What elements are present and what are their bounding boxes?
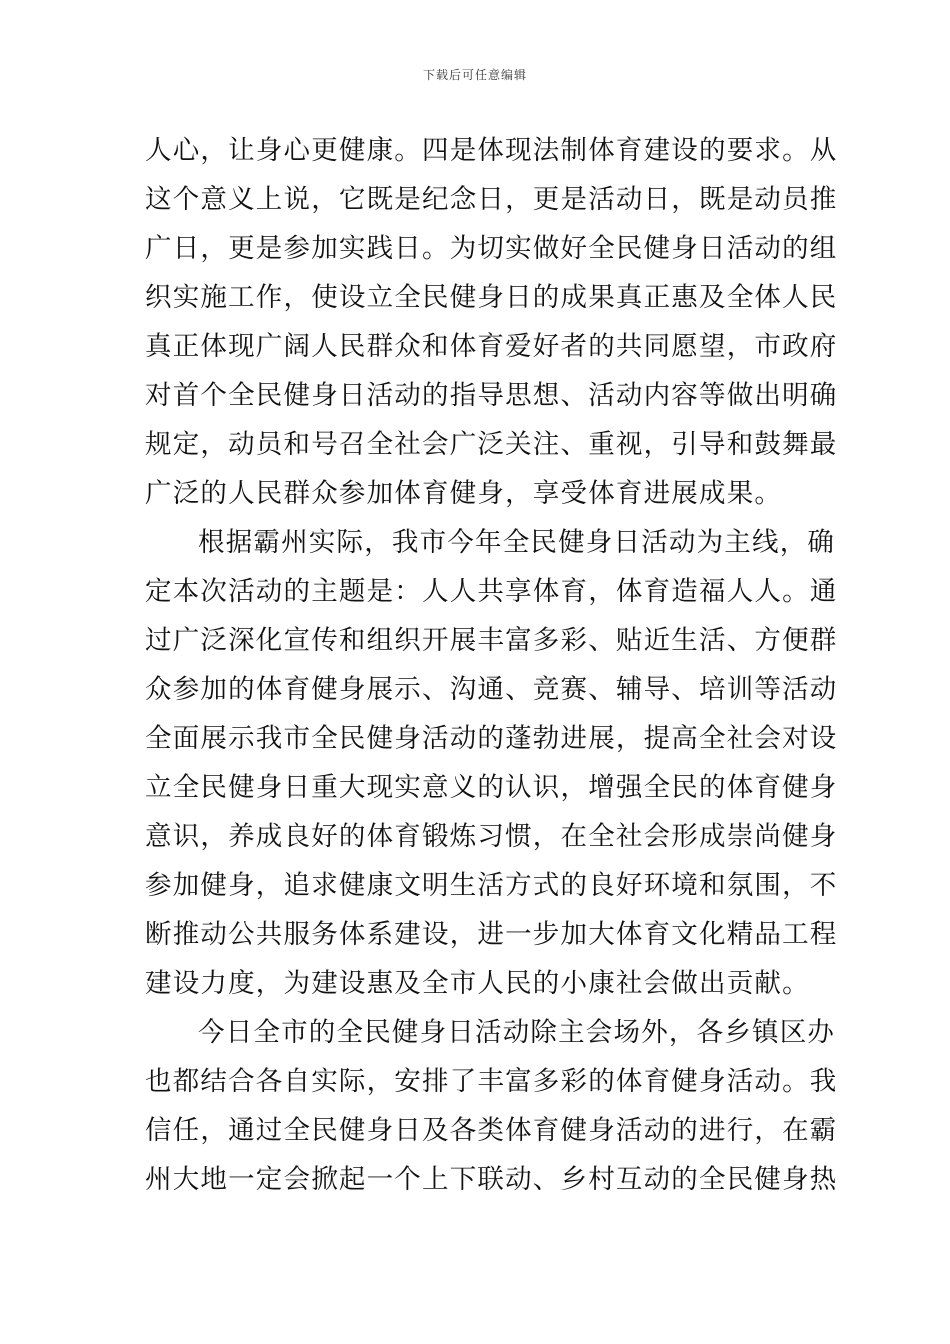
text-line: 众参加的体育健身展示、沟通、竞赛、辅导、培训等活动: [145, 674, 838, 705]
text-line: 这个意义上说，它既是纪念日，更是活动日，既是动员推: [145, 184, 838, 215]
text-line: 人心，让身心更健康。四是体现法制体育建设的要求。从: [145, 135, 838, 166]
text-line: 断推动公共服务体系建设，进一步加大体育文化精品工程: [145, 919, 838, 950]
text-line: 过广泛深化宣传和组织开展丰富多彩、贴近生活、方便群: [145, 625, 838, 656]
text-line: 全面展示我市全民健身活动的蓬勃进展，提高全社会对设: [145, 723, 838, 754]
text-line: 真正体现广阔人民群众和体育爱好者的共同愿望，市政府: [145, 331, 838, 362]
text-line: 立全民健身日重大现实意义的认识，增强全民的体育健身: [145, 772, 838, 803]
paragraph-3: [145, 1008, 838, 1204]
text-line: 建设力度，为建设惠及全市人民的小康社会做出贡献。: [145, 968, 810, 999]
document-body: [145, 126, 838, 1204]
text-line: 织实施工作，使设立全民健身日的成果真正惠及全体人民: [145, 282, 838, 313]
text-line: 信任，通过全民健身日及各类体育健身活动的进行，在霸: [145, 1115, 838, 1146]
text-line: 对首个全民健身日活动的指导思想、活动内容等做出明确: [145, 380, 838, 411]
text-line: 今日全市的全民健身日活动除主会场外，各乡镇区办: [198, 1017, 836, 1048]
text-line: 州大地一定会掀起一个上下联动、乡村互动的全民健身热: [145, 1164, 838, 1195]
text-line: 广日，更是参加实践日。为切实做好全民健身日活动的组: [145, 233, 838, 264]
text-line: 广泛的人民群众参加体育健身，享受体育进展成果。: [145, 478, 783, 509]
text-line: 根据霸州实际，我市今年全民健身日活动为主线，确: [198, 527, 836, 558]
text-line: 也都结合各自实际，安排了丰富多彩的体育健身活动。我: [145, 1066, 838, 1097]
paragraph-2: [145, 518, 838, 1008]
text-line: 定本次活动的主题是：人人共享体育，体育造福人人。通: [145, 576, 838, 607]
text-line: 参加健身，追求健康文明生活方式的良好环境和氛围，不: [145, 870, 838, 901]
text-line: 意识，养成良好的体育锻炼习惯，在全社会形成崇尚健身: [145, 821, 838, 852]
page-header-note: 下载后可任意编辑: [422, 68, 527, 82]
paragraph-1: [145, 126, 838, 518]
text-line: 规定，动员和号召全社会广泛关注、重视，引导和鼓舞最: [145, 429, 838, 460]
